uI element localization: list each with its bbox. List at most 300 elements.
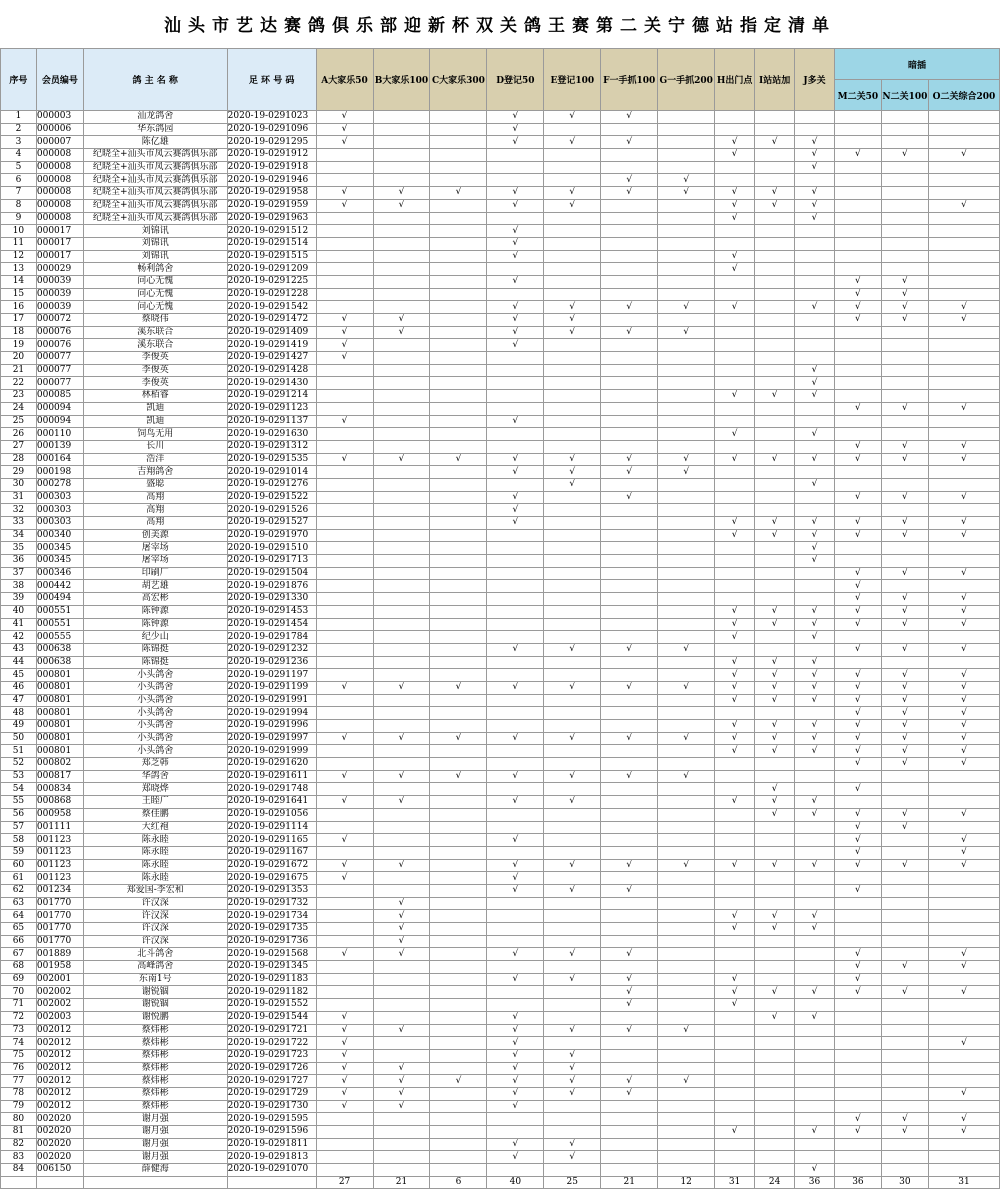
owner-name: 小头鸽舍 xyxy=(83,681,227,694)
check-d xyxy=(487,402,544,415)
check-h: √ xyxy=(715,796,755,809)
table-row xyxy=(1,580,1000,593)
check-e xyxy=(544,529,601,542)
check-g xyxy=(658,1113,715,1126)
check-n xyxy=(881,973,928,986)
check-j xyxy=(795,1037,835,1050)
check-f xyxy=(601,618,658,631)
check-m: √ xyxy=(834,275,881,288)
check-i xyxy=(755,846,795,859)
check-c xyxy=(430,1011,487,1024)
check-c xyxy=(430,973,487,986)
row-index: 44 xyxy=(1,656,37,669)
check-b xyxy=(373,136,430,149)
check-h xyxy=(715,237,755,250)
member-id: 000077 xyxy=(36,364,83,377)
check-d xyxy=(487,364,544,377)
row-index: 82 xyxy=(1,1138,37,1151)
check-m xyxy=(834,415,881,428)
check-i xyxy=(755,872,795,885)
check-o: √ xyxy=(928,440,999,453)
check-o xyxy=(928,478,999,491)
check-a xyxy=(316,377,373,390)
check-c xyxy=(430,834,487,847)
check-a: √ xyxy=(316,834,373,847)
check-j xyxy=(795,352,835,365)
header-bet-c: C大家乐300 xyxy=(430,49,487,111)
check-a xyxy=(316,897,373,910)
member-id: 000817 xyxy=(36,770,83,783)
check-b: √ xyxy=(373,1075,430,1088)
check-g xyxy=(658,364,715,377)
check-n: √ xyxy=(881,745,928,758)
ring-number: 2020-19-0291515 xyxy=(227,250,316,263)
check-d xyxy=(487,263,544,276)
owner-name: 王睦广 xyxy=(83,796,227,809)
check-e xyxy=(544,390,601,403)
check-j xyxy=(795,1087,835,1100)
check-c xyxy=(430,237,487,250)
member-id: 000303 xyxy=(36,517,83,530)
check-o: √ xyxy=(928,1037,999,1050)
check-m xyxy=(834,542,881,555)
member-id: 001770 xyxy=(36,923,83,936)
owner-name: 汕龙鸽舍 xyxy=(83,111,227,124)
check-m xyxy=(834,656,881,669)
check-j xyxy=(795,821,835,834)
table-row xyxy=(1,707,1000,720)
check-a xyxy=(316,250,373,263)
check-o xyxy=(928,1075,999,1088)
check-e xyxy=(544,263,601,276)
check-n xyxy=(881,390,928,403)
check-h: √ xyxy=(715,631,755,644)
check-d: √ xyxy=(487,250,544,263)
check-b xyxy=(373,1037,430,1050)
check-i xyxy=(755,961,795,974)
check-a xyxy=(316,618,373,631)
check-n xyxy=(881,935,928,948)
check-b xyxy=(373,555,430,568)
check-j xyxy=(795,504,835,517)
check-c: √ xyxy=(430,732,487,745)
check-n xyxy=(881,910,928,923)
check-m xyxy=(834,1075,881,1088)
check-i xyxy=(755,542,795,555)
check-i xyxy=(755,377,795,390)
table-row xyxy=(1,935,1000,948)
check-h xyxy=(715,123,755,136)
owner-name: 溪东联合 xyxy=(83,339,227,352)
check-j: √ xyxy=(795,720,835,733)
check-i xyxy=(755,288,795,301)
check-d xyxy=(487,846,544,859)
check-i: √ xyxy=(755,529,795,542)
owner-name: 华东鸽园 xyxy=(83,123,227,136)
check-j: √ xyxy=(795,478,835,491)
member-id: 002012 xyxy=(36,1100,83,1113)
check-e xyxy=(544,656,601,669)
table-row xyxy=(1,314,1000,327)
check-b xyxy=(373,364,430,377)
check-f: √ xyxy=(601,1024,658,1037)
check-m: √ xyxy=(834,1113,881,1126)
owner-name: 高翔 xyxy=(83,504,227,517)
owner-name: 蔡炜彬 xyxy=(83,1062,227,1075)
check-f xyxy=(601,339,658,352)
check-e: √ xyxy=(544,681,601,694)
row-index: 10 xyxy=(1,225,37,238)
table-row xyxy=(1,555,1000,568)
check-g xyxy=(658,225,715,238)
check-f: √ xyxy=(601,187,658,200)
row-index: 7 xyxy=(1,187,37,200)
table-row xyxy=(1,1037,1000,1050)
check-j xyxy=(795,783,835,796)
check-h xyxy=(715,415,755,428)
row-index: 57 xyxy=(1,821,37,834)
check-g xyxy=(658,415,715,428)
check-h xyxy=(715,364,755,377)
table-row xyxy=(1,187,1000,200)
ring-number: 2020-19-0291734 xyxy=(227,910,316,923)
member-id: 000139 xyxy=(36,440,83,453)
check-b xyxy=(373,986,430,999)
check-m: √ xyxy=(834,593,881,606)
owner-name: 高宏彬 xyxy=(83,593,227,606)
check-d: √ xyxy=(487,237,544,250)
total-count: 31 xyxy=(715,1176,755,1189)
totals-empty-cell xyxy=(1,1176,37,1189)
check-n xyxy=(881,884,928,897)
row-index: 35 xyxy=(1,542,37,555)
member-id: 002012 xyxy=(36,1087,83,1100)
check-j xyxy=(795,961,835,974)
check-c xyxy=(430,136,487,149)
check-c xyxy=(430,225,487,238)
check-f xyxy=(601,1049,658,1062)
member-id: 000303 xyxy=(36,491,83,504)
total-count: 6 xyxy=(430,1176,487,1189)
check-f xyxy=(601,821,658,834)
member-id: 000029 xyxy=(36,263,83,276)
check-b: √ xyxy=(373,859,430,872)
check-e xyxy=(544,504,601,517)
check-i xyxy=(755,326,795,339)
check-d xyxy=(487,897,544,910)
check-i: √ xyxy=(755,720,795,733)
check-g xyxy=(658,872,715,885)
check-f xyxy=(601,428,658,441)
check-n xyxy=(881,428,928,441)
check-e: √ xyxy=(544,1062,601,1075)
check-g: √ xyxy=(658,1024,715,1037)
check-o: √ xyxy=(928,1126,999,1139)
check-h: √ xyxy=(715,669,755,682)
check-g xyxy=(658,1164,715,1177)
check-g xyxy=(658,935,715,948)
check-m: √ xyxy=(834,783,881,796)
table-row xyxy=(1,986,1000,999)
check-d: √ xyxy=(487,1151,544,1164)
check-a xyxy=(316,910,373,923)
check-o xyxy=(928,897,999,910)
table-row xyxy=(1,605,1000,618)
check-c xyxy=(430,593,487,606)
check-f xyxy=(601,1113,658,1126)
check-f: √ xyxy=(601,136,658,149)
member-id: 000008 xyxy=(36,199,83,212)
ring-number: 2020-19-0291811 xyxy=(227,1138,316,1151)
check-i xyxy=(755,643,795,656)
check-c xyxy=(430,1087,487,1100)
check-c xyxy=(430,884,487,897)
check-i: √ xyxy=(755,517,795,530)
owner-name: 郑爱国-李宏和 xyxy=(83,884,227,897)
check-d: √ xyxy=(487,225,544,238)
check-o: √ xyxy=(928,618,999,631)
row-index: 49 xyxy=(1,720,37,733)
ring-number: 2020-19-0291958 xyxy=(227,187,316,200)
check-i xyxy=(755,707,795,720)
ring-number: 2020-19-0291236 xyxy=(227,656,316,669)
check-d xyxy=(487,529,544,542)
check-f: √ xyxy=(601,770,658,783)
row-index: 56 xyxy=(1,808,37,821)
owner-name: 蔡炜彬 xyxy=(83,1049,227,1062)
check-j: √ xyxy=(795,796,835,809)
owner-name: 陈永睦 xyxy=(83,859,227,872)
row-index: 53 xyxy=(1,770,37,783)
check-e xyxy=(544,364,601,377)
check-n xyxy=(881,212,928,225)
check-e xyxy=(544,428,601,441)
check-b xyxy=(373,275,430,288)
check-n xyxy=(881,1024,928,1037)
check-d xyxy=(487,1113,544,1126)
member-id: 000802 xyxy=(36,758,83,771)
check-d xyxy=(487,478,544,491)
check-h: √ xyxy=(715,605,755,618)
check-b: √ xyxy=(373,1087,430,1100)
check-i: √ xyxy=(755,986,795,999)
check-h xyxy=(715,1164,755,1177)
check-g: √ xyxy=(658,301,715,314)
check-c xyxy=(430,504,487,517)
check-j: √ xyxy=(795,517,835,530)
check-b: √ xyxy=(373,935,430,948)
check-c xyxy=(430,428,487,441)
check-b xyxy=(373,237,430,250)
member-id: 000345 xyxy=(36,542,83,555)
check-h xyxy=(715,555,755,568)
check-f: √ xyxy=(601,986,658,999)
check-o xyxy=(928,225,999,238)
check-a: √ xyxy=(316,123,373,136)
check-i: √ xyxy=(755,910,795,923)
check-e xyxy=(544,631,601,644)
check-c xyxy=(430,555,487,568)
check-c xyxy=(430,275,487,288)
check-b xyxy=(373,1049,430,1062)
check-e xyxy=(544,415,601,428)
check-c xyxy=(430,808,487,821)
row-index: 73 xyxy=(1,1024,37,1037)
check-o: √ xyxy=(928,986,999,999)
check-g xyxy=(658,948,715,961)
check-c xyxy=(430,326,487,339)
member-id: 000017 xyxy=(36,250,83,263)
ring-number: 2020-19-0291453 xyxy=(227,605,316,618)
check-m xyxy=(834,136,881,149)
header-hidden-m: M二关50 xyxy=(834,80,881,111)
check-g: √ xyxy=(658,681,715,694)
check-m xyxy=(834,1151,881,1164)
table-row xyxy=(1,783,1000,796)
check-n xyxy=(881,199,928,212)
check-c xyxy=(430,529,487,542)
check-g: √ xyxy=(658,643,715,656)
check-i xyxy=(755,466,795,479)
check-f xyxy=(601,631,658,644)
owner-name: 小头鸽舍 xyxy=(83,720,227,733)
owner-name: 刘锦讯 xyxy=(83,250,227,263)
check-h xyxy=(715,1037,755,1050)
check-g xyxy=(658,161,715,174)
check-o: √ xyxy=(928,834,999,847)
check-i xyxy=(755,948,795,961)
owner-name: 蔡炜彬 xyxy=(83,1037,227,1050)
check-c xyxy=(430,415,487,428)
header-index: 序号 xyxy=(1,49,37,111)
check-h: √ xyxy=(715,453,755,466)
member-id: 002012 xyxy=(36,1024,83,1037)
check-g xyxy=(658,1037,715,1050)
ring-number: 2020-19-0291596 xyxy=(227,1126,316,1139)
check-d: √ xyxy=(487,859,544,872)
check-n xyxy=(881,897,928,910)
table-row xyxy=(1,1151,1000,1164)
check-o: √ xyxy=(928,1087,999,1100)
check-g: √ xyxy=(658,732,715,745)
check-o: √ xyxy=(928,453,999,466)
check-f xyxy=(601,377,658,390)
check-n: √ xyxy=(881,859,928,872)
check-h xyxy=(715,352,755,365)
check-h xyxy=(715,643,755,656)
check-o xyxy=(928,555,999,568)
check-i xyxy=(755,123,795,136)
check-c xyxy=(430,618,487,631)
table-row xyxy=(1,504,1000,517)
row-index: 55 xyxy=(1,796,37,809)
check-e: √ xyxy=(544,199,601,212)
check-h xyxy=(715,935,755,948)
check-a: √ xyxy=(316,1087,373,1100)
row-index: 1 xyxy=(1,111,37,124)
check-b xyxy=(373,428,430,441)
ring-number: 2020-19-0291197 xyxy=(227,669,316,682)
table-row xyxy=(1,174,1000,187)
header-owner-name: 鸽 主 名 称 xyxy=(83,49,227,111)
row-index: 18 xyxy=(1,326,37,339)
check-m xyxy=(834,212,881,225)
member-id: 000198 xyxy=(36,466,83,479)
check-n: √ xyxy=(881,275,928,288)
check-d: √ xyxy=(487,834,544,847)
check-c xyxy=(430,872,487,885)
ring-number: 2020-19-0291527 xyxy=(227,517,316,530)
check-f: √ xyxy=(601,453,658,466)
table-row xyxy=(1,923,1000,936)
check-f xyxy=(601,555,658,568)
check-e xyxy=(544,225,601,238)
check-j: √ xyxy=(795,428,835,441)
check-o: √ xyxy=(928,1113,999,1126)
check-e xyxy=(544,593,601,606)
check-d: √ xyxy=(487,770,544,783)
check-g xyxy=(658,212,715,225)
check-c xyxy=(430,580,487,593)
row-index: 37 xyxy=(1,567,37,580)
ring-number: 2020-19-0291959 xyxy=(227,199,316,212)
check-j: √ xyxy=(795,542,835,555)
check-g xyxy=(658,1011,715,1024)
check-a xyxy=(316,288,373,301)
check-a xyxy=(316,923,373,936)
check-g xyxy=(658,669,715,682)
check-o xyxy=(928,1164,999,1177)
ring-number: 2020-19-0291514 xyxy=(227,237,316,250)
check-b xyxy=(373,263,430,276)
owner-name: 纪晓全+汕头市凤云赛鸽俱乐部 xyxy=(83,161,227,174)
check-f xyxy=(601,1011,658,1024)
owner-name: 小头鸽舍 xyxy=(83,745,227,758)
check-a xyxy=(316,593,373,606)
check-e xyxy=(544,923,601,936)
check-f: √ xyxy=(601,732,658,745)
check-a xyxy=(316,707,373,720)
owner-name: 纪晓全+汕头市凤云赛鸽俱乐部 xyxy=(83,212,227,225)
check-m xyxy=(834,555,881,568)
check-d: √ xyxy=(487,796,544,809)
check-f: √ xyxy=(601,643,658,656)
total-count: 30 xyxy=(881,1176,928,1189)
check-o: √ xyxy=(928,402,999,415)
owner-name: 小头鸽舍 xyxy=(83,732,227,745)
header-bet-g: G一手抓200 xyxy=(658,49,715,111)
total-count: 40 xyxy=(487,1176,544,1189)
check-g xyxy=(658,834,715,847)
check-o: √ xyxy=(928,149,999,162)
check-g: √ xyxy=(658,770,715,783)
check-b: √ xyxy=(373,314,430,327)
check-n: √ xyxy=(881,567,928,580)
check-n xyxy=(881,656,928,669)
table-row xyxy=(1,199,1000,212)
member-id: 000346 xyxy=(36,567,83,580)
check-m xyxy=(834,364,881,377)
ring-number: 2020-19-0291946 xyxy=(227,174,316,187)
row-index: 58 xyxy=(1,834,37,847)
check-c xyxy=(430,1126,487,1139)
row-index: 21 xyxy=(1,364,37,377)
check-a xyxy=(316,567,373,580)
check-i xyxy=(755,111,795,124)
check-m xyxy=(834,111,881,124)
check-e xyxy=(544,517,601,530)
check-n xyxy=(881,1037,928,1050)
